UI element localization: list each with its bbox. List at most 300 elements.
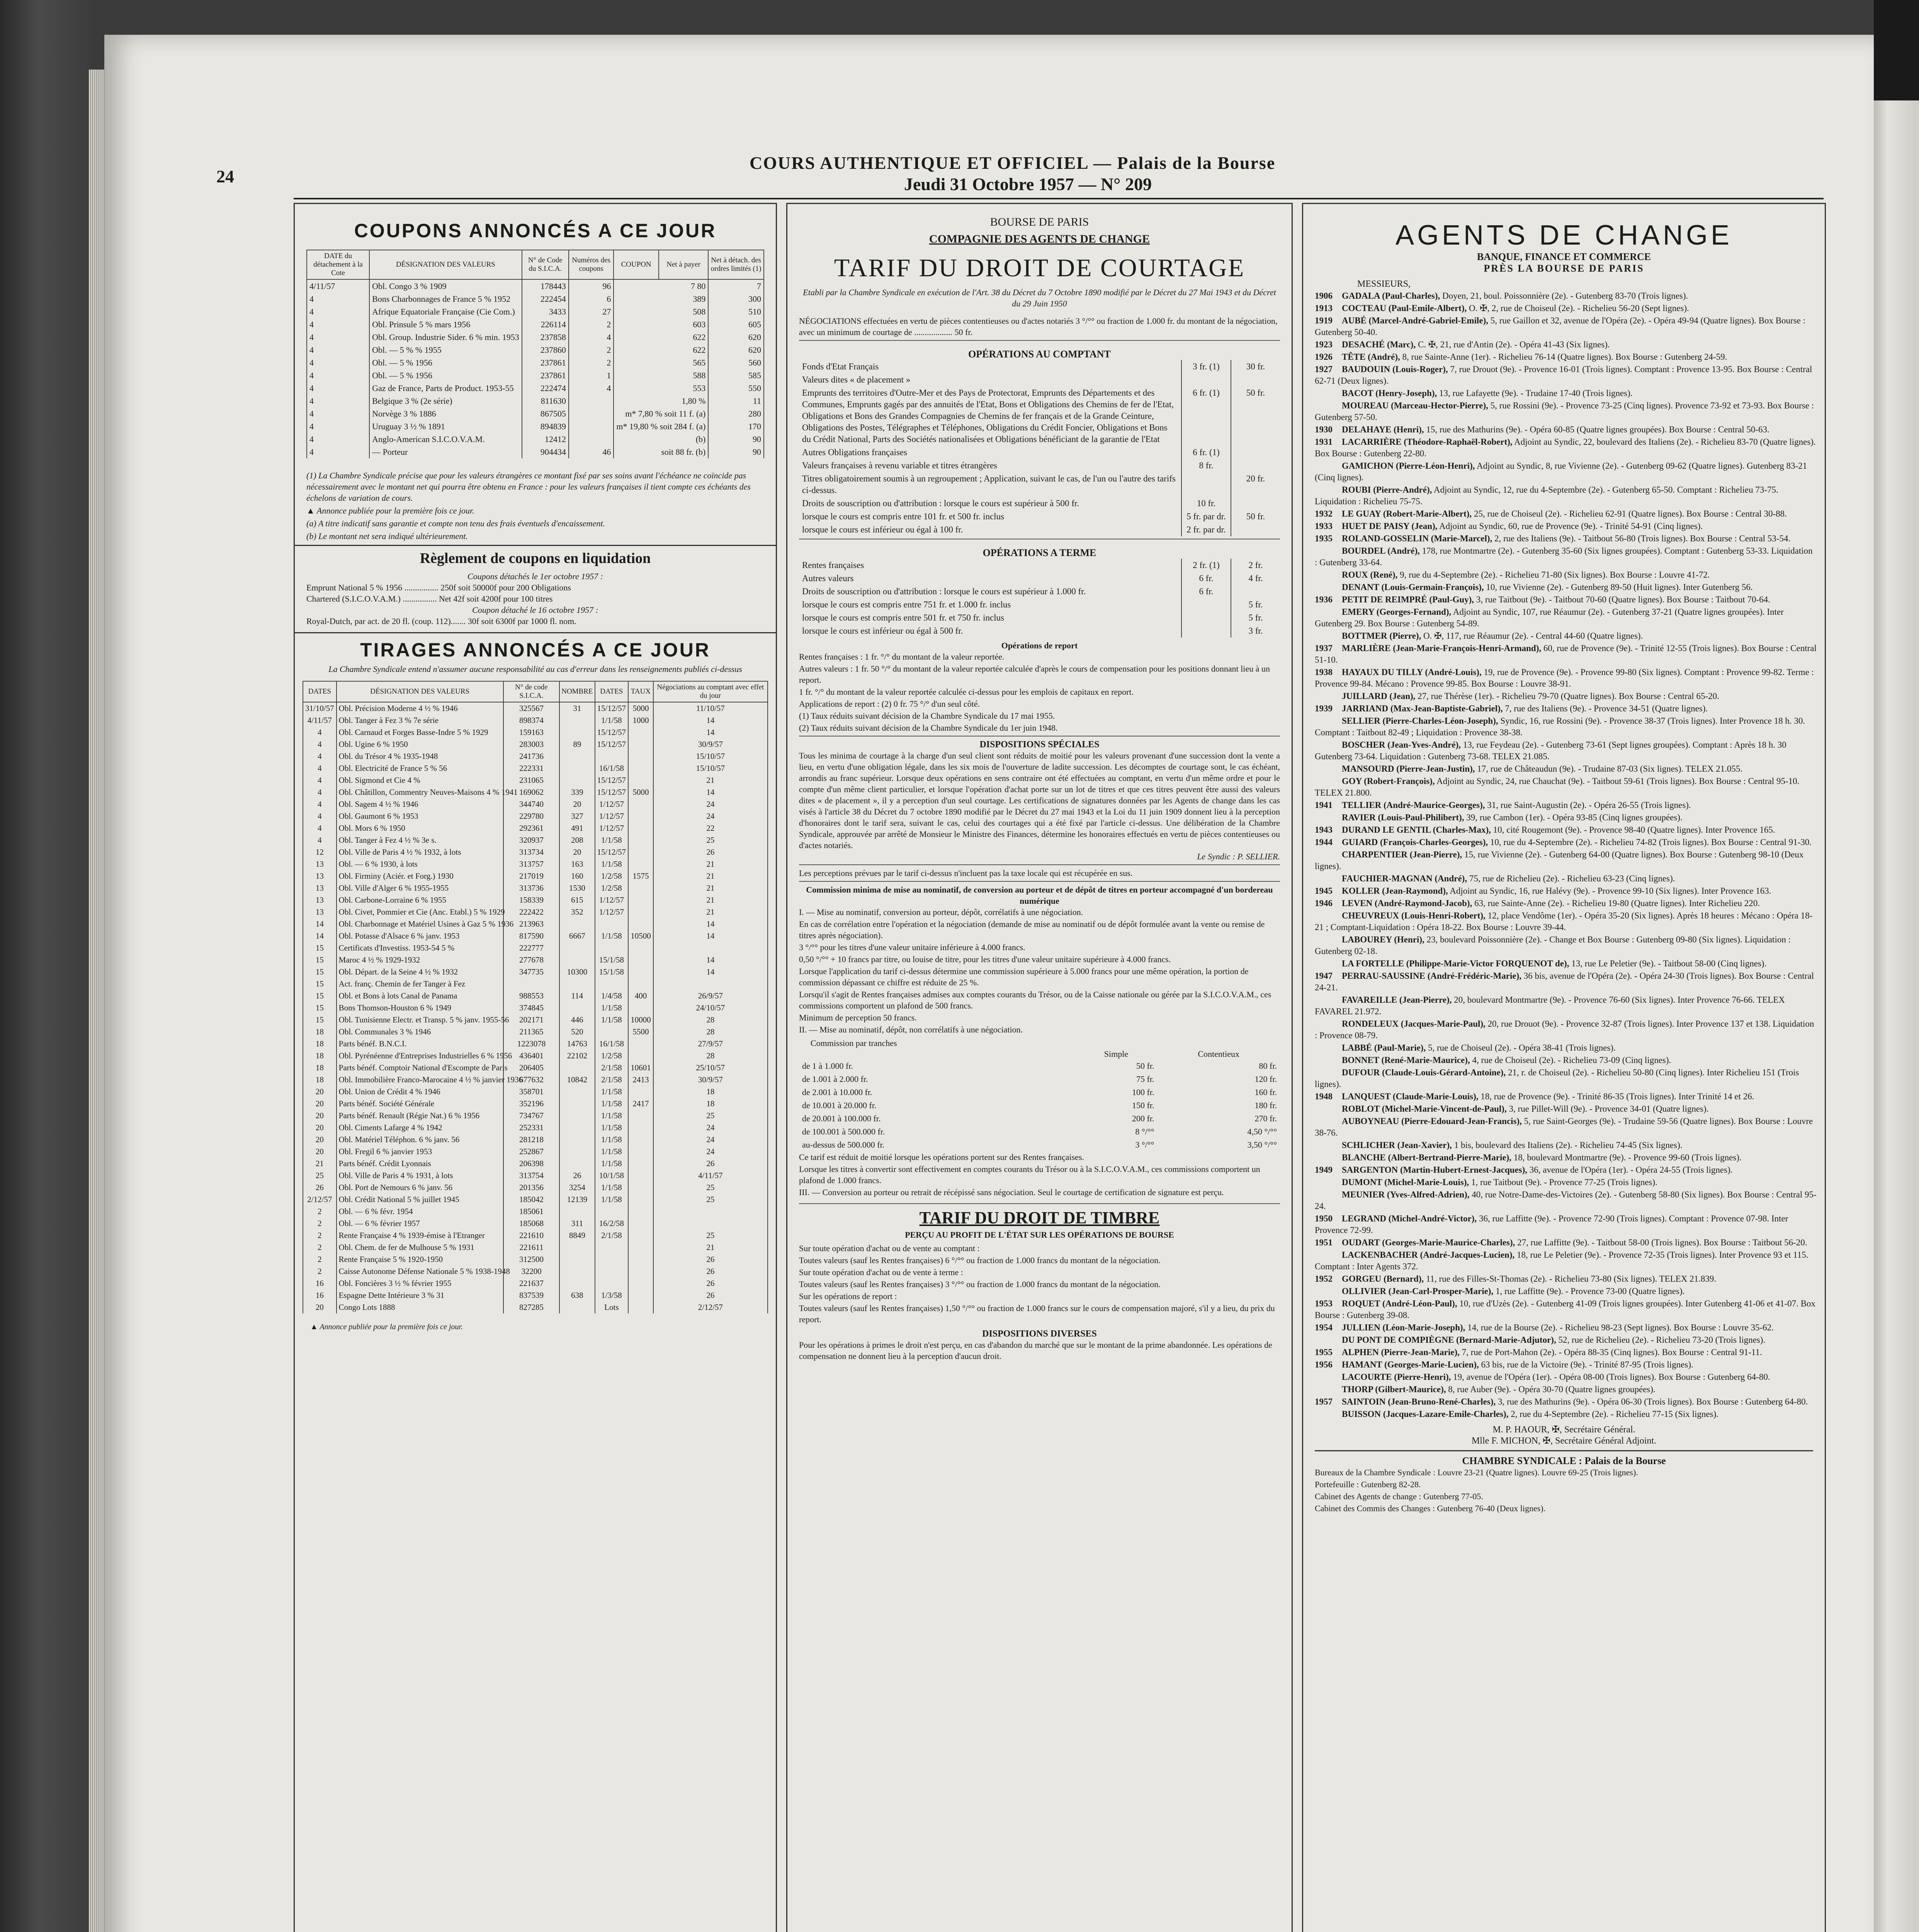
table-cell: 27/9/57 xyxy=(653,1038,768,1050)
table-cell: 520 xyxy=(559,1026,595,1038)
agent-name: LA FORTELLE (Philippe-Marie-Victor FORQUENOT de), xyxy=(1342,959,1569,968)
commission-cell: de 2.001 à 10.000 fr. xyxy=(802,1087,872,1097)
agent-address: 1 bis, boulevard des Italiens (2e). - Richelieu 74-45 (Six lignes). xyxy=(1454,1140,1683,1150)
table-cell: 16 xyxy=(303,1289,337,1301)
chambre-title: CHAMBRE SYNDICALE : Palais de la Bourse xyxy=(1462,1455,1666,1466)
tarif-cell: Autres valeurs xyxy=(802,573,854,583)
agent-entry xyxy=(1303,739,1825,762)
masthead-date: Jeudi 31 Octobre 1957 — N° 209 xyxy=(904,174,1152,194)
table-cell xyxy=(628,798,653,810)
table-cell: 8849 xyxy=(559,1230,595,1242)
agent-year: 1937 xyxy=(1315,643,1333,653)
table-cell: 277678 xyxy=(503,954,560,966)
table-row xyxy=(307,395,764,407)
table-cell: Obl. Fregil 6 % janvier 1953 xyxy=(337,1146,503,1158)
agent-year: 1927 xyxy=(1315,364,1333,374)
agent-address: 27, rue Thérèse (1er). - Richelieu 79-70 (Quatre lignes). Box Bourse : Central 65-20. xyxy=(1418,691,1719,701)
tarif-row xyxy=(799,386,1280,446)
commission-cell: 4,50 °/°° xyxy=(1247,1127,1277,1136)
tarif-cell: 3 fr. xyxy=(1231,624,1280,638)
table-cell: 1/12/57 xyxy=(595,906,629,918)
table-cell xyxy=(628,1206,653,1218)
table-cell: 281218 xyxy=(503,1134,560,1146)
tarif-cell: Droits de souscription ou d'attribution : lorsque le cours est supérieur à 1.000 fr. xyxy=(802,587,1086,596)
coupons-note: (1) La Chambre Syndicale précise que pour les valeurs étrangères ce montant fixé par ses soins avant l'échéance ne coïncide pas nécessairement avec le montant net qui pourra être obtenu en France : pour les valeurs françaises il tient compte ces échéants des échelons de variation de cours. xyxy=(306,471,751,503)
table-cell xyxy=(628,1002,653,1014)
commission-line: En cas de corrélation entre l'opération et la négociation (demande de mise au nominatif ou de dépôt formulée avant la vente ou remise de titres après négociation). xyxy=(799,919,1265,940)
agent-name: GORGEU (Bernard), xyxy=(1342,1274,1424,1284)
table-cell xyxy=(628,1289,653,1301)
table-cell xyxy=(595,1026,629,1038)
agent-address: 3, rue Taitbout (9e). - Taitbout 70-60 (Quatre lignes). Box Bourse : Taitbout 70-64. xyxy=(1476,595,1770,604)
commission-row xyxy=(799,1112,1280,1125)
tirages-header-cell: DATES xyxy=(303,681,337,702)
agent-year: 1941 xyxy=(1315,800,1333,810)
table-cell: Obl. Union de Crédit 4 % 1946 xyxy=(337,1086,503,1098)
table-row xyxy=(303,1038,768,1050)
table-cell: 21 xyxy=(653,858,768,870)
table-cell: 358701 xyxy=(503,1086,560,1098)
tarif-row xyxy=(799,624,1280,638)
commission-cell: de 1 à 1.000 fr. xyxy=(802,1061,853,1071)
tarif-row xyxy=(799,598,1280,611)
table-cell: 1/2/58 xyxy=(595,870,629,882)
table-cell: 10500 xyxy=(628,930,653,942)
table-cell: 25/10/57 xyxy=(653,1062,768,1074)
agent-address: 36 bis, avenue de l'Opéra (2e). - Opéra 24-30 (Trois lignes). Box Bourse : Central 24-21. xyxy=(1315,971,1814,992)
agent-entry xyxy=(1303,290,1825,302)
table-cell: 18 xyxy=(303,1062,337,1074)
table-cell: 21 xyxy=(653,894,768,906)
tarif-cell: 6 fr. (1) xyxy=(1181,446,1231,459)
table-cell: Obl. Charbonnage et Matériel Usines à Gaz 5 % 1936 xyxy=(337,918,503,930)
agent-address: 36, avenue de l'Opéra (1er). - Opéra 24-55 (Trois lignes). xyxy=(1529,1165,1733,1175)
table-row xyxy=(303,1110,768,1122)
table-cell: 1/12/57 xyxy=(595,810,629,822)
agent-name: ROUX (René), xyxy=(1342,570,1398,580)
commission-header xyxy=(799,1049,1057,1060)
table-cell: Obl. Matériel Téléphon. 6 % janv. 56 xyxy=(337,1134,503,1146)
report-line: Applications de report : (2) 0 fr. 75 °/° d'un seul côté. xyxy=(799,699,980,709)
tirages-header-cell: Négociations au comptant avec effet du jour xyxy=(653,681,768,702)
comptant-table xyxy=(799,360,1280,536)
table-cell: 206398 xyxy=(503,1158,560,1170)
table-cell: 2 xyxy=(303,1265,337,1277)
agent-year: 1931 xyxy=(1315,437,1333,447)
table-cell: 2/1/58 xyxy=(595,1062,629,1074)
tarif-cell: Droits de souscription ou d'attribution : lorsque le cours est supérieur à 500 fr. xyxy=(802,498,1079,508)
commission-note: Lorsque les titres à convertir sont effectivement en comptes courants du Trésor ou à la S.I.C.O.V.A.M., ces commissions comportent un plafond de 1.000 francs. xyxy=(799,1164,1260,1185)
table-row xyxy=(307,344,764,356)
table-cell: 26 xyxy=(653,1265,768,1277)
table-cell xyxy=(559,1301,595,1313)
table-cell: 30/9/57 xyxy=(653,1074,768,1086)
table-cell xyxy=(559,978,595,990)
agent-entry xyxy=(1303,606,1825,629)
table-cell: 13 xyxy=(303,882,337,894)
tarif-cell: 6 fr. xyxy=(1181,585,1231,598)
table-cell: 15 xyxy=(303,1002,337,1014)
table-cell: 25 xyxy=(653,1110,768,1122)
agent-name: TELLIER (André-Maurice-Georges), xyxy=(1342,800,1485,810)
commission-line: Lorsque l'application du tarif ci-dessus détermine une commission supérieure à 5.000 francs pour une même opération, la portion de commission dépassant ce chiffre est réduite de 25 %. xyxy=(799,966,1249,987)
tarif-row xyxy=(799,585,1280,598)
tarif-row xyxy=(799,360,1280,373)
table-cell: Obl. et Bons à lots Canal de Panama xyxy=(337,990,503,1002)
commission-line: 0,50 °/°° + 10 francs par titre, ou louise de titre, pour les titres d'une valeur unitaire supérieure à 4.000 francs. xyxy=(799,954,1171,964)
agent-name: SELLIER (Pierre-Charles-Léon-Joseph), xyxy=(1342,716,1498,726)
agent-address: 2, rue du 4-Septembre (2e). - Richelieu 77-15 (Six lignes). xyxy=(1511,1409,1718,1419)
commission-cell: 3,50 °/°° xyxy=(1247,1140,1277,1150)
table-cell: 1/1/58 xyxy=(595,1110,629,1122)
table-cell: 18 xyxy=(303,1038,337,1050)
agent-year: 1949 xyxy=(1315,1165,1333,1175)
table-cell xyxy=(595,978,629,990)
table-cell: 13 xyxy=(303,894,337,906)
agent-entry xyxy=(1303,1139,1825,1151)
table-row xyxy=(307,369,764,382)
courtage-subtitle: Etabli par la Chambre Syndicale en exécution de l'Art. 38 du Décret du 7 Octobre 1890 modifié par le Décret du 27 Mai 1943 et du Décret du 29 Juin 1950 xyxy=(803,287,1276,308)
table-row xyxy=(303,1098,768,1110)
table-cell: 1/1/58 xyxy=(595,1182,629,1194)
agent-year: 1933 xyxy=(1315,521,1333,531)
table-cell: 312500 xyxy=(503,1253,560,1265)
agent-entry xyxy=(1303,958,1825,969)
tarif-cell: 2 fr. (1) xyxy=(1181,559,1231,572)
table-cell: 178443 xyxy=(522,279,569,293)
agent-address: 178, rue Montmartre (2e). - Gutenberg 35-60 (Six lignes groupées). Comptant : Gutenberg 53-33. Liquidation : Gutenberg 33-64. xyxy=(1315,546,1813,567)
table-cell: Obl. Chem. de fer de Mulhouse 5 % 1931 xyxy=(337,1242,503,1253)
table-cell: 213963 xyxy=(503,918,560,930)
table-cell: 170 xyxy=(708,420,764,433)
table-row xyxy=(303,1182,768,1194)
agent-address: 5, rue Saint-Georges (9e). - Trudaine 59-56 (Quatre lignes). Box Bourse : Louvre 38-76. xyxy=(1315,1116,1813,1138)
table-cell: 4 xyxy=(307,305,369,318)
agent-entry xyxy=(1303,1334,1825,1346)
table-cell: 4/11/57 xyxy=(303,714,337,726)
coupons-header-cell: COUPON xyxy=(614,250,658,279)
agent-address: 18, boulevard Montmartre (9e). - Provence 99-60 (Trois lignes). xyxy=(1513,1153,1742,1162)
tarif-cell: lorsque le cours est inférieur ou égal à 100 fr. xyxy=(802,525,963,534)
table-cell: 6667 xyxy=(559,930,595,942)
agent-entry xyxy=(1303,630,1825,642)
table-cell: 22 xyxy=(653,822,768,834)
table-row xyxy=(303,1301,768,1313)
table-cell: Obl. Ville de Paris 4 ½ % 1932, à lots xyxy=(337,846,503,858)
table-cell: 374845 xyxy=(503,1002,560,1014)
table-cell: Obl. Tunisienne Electr. et Transp. 5 % janv. 1955-56 xyxy=(337,1014,503,1026)
table-cell xyxy=(628,1122,653,1134)
table-row xyxy=(307,305,764,318)
agent-entry xyxy=(1303,1408,1825,1420)
table-row xyxy=(303,726,768,738)
agent-address: Syndic, 16, rue Rossini (9e). - Provence 38-37 (Trois lignes). Inter Provence 18 h. 30. Comptant : Taitbout 82-49 ; Liquidation : Provence 38-38. xyxy=(1315,716,1805,737)
table-cell: 16/2/58 xyxy=(595,1218,629,1230)
table-cell: 837539 xyxy=(503,1289,560,1301)
tarif-cell: Valeurs françaises à revenu variable et titres étrangères xyxy=(802,461,998,470)
table-cell: 1,80 % xyxy=(614,395,708,407)
chambre-line: Cabinet des Commis des Changes : Gutenberg 76-40 (Deux lignes). xyxy=(1315,1503,1546,1513)
table-cell xyxy=(595,1206,629,1218)
table-cell: 4 xyxy=(307,446,369,458)
coupons-note: ▲ Annonce publiée pour la première fois ce jour. xyxy=(306,506,474,515)
commission-cell: 180 fr. xyxy=(1254,1100,1277,1110)
table-cell: 2 xyxy=(569,318,614,331)
agent-address: Adjoint au Syndic, 16, rue Halévy (9e). - Provence 99-10 (Six lignes). Inter Provence 163. xyxy=(1450,886,1771,896)
table-cell: 553 xyxy=(614,382,708,395)
commission-row xyxy=(799,1060,1280,1073)
agent-name: LEVEN (André-Raymond-Jacob), xyxy=(1342,898,1472,908)
table-cell: 226114 xyxy=(522,318,569,331)
table-cell: 12139 xyxy=(559,1194,595,1206)
table-row xyxy=(303,1242,768,1253)
table-cell: 163 xyxy=(559,858,595,870)
table-cell: Obl. Congo 3 % 1909 xyxy=(369,279,522,293)
tarif-cell xyxy=(1181,611,1231,624)
agent-year: 1948 xyxy=(1315,1092,1333,1101)
agent-entry xyxy=(1303,533,1825,544)
table-cell: 622 xyxy=(614,331,708,344)
table-cell: 2/12/57 xyxy=(303,1194,337,1206)
book-binding xyxy=(0,0,97,1932)
agent-address: 17, rue de Châteaudun (9e). - Trudaine 87-03 (Six lignes). TELEX 21.055. xyxy=(1477,764,1743,774)
company-label: COMPAGNIE DES AGENTS DE CHANGE xyxy=(929,233,1150,245)
table-cell: 237860 xyxy=(522,344,569,356)
table-row xyxy=(307,293,764,305)
agent-entry xyxy=(1303,582,1825,593)
agent-year: 1945 xyxy=(1315,886,1333,896)
agent-name: ROLAND-GOSSELIN (Marie-Marcel), xyxy=(1342,534,1492,543)
table-cell: Obl. Port de Nemours 6 % janv. 56 xyxy=(337,1182,503,1194)
tirages-header-cell: DATES xyxy=(595,681,629,702)
table-cell: Obl. — 5 % 1956 xyxy=(369,356,522,369)
agent-name: AUBÉ (Marcel-André-Gabriel-Emile), xyxy=(1342,316,1488,325)
agent-address: 20, rue Drouot (9e). - Provence 32-87 (Trois lignes). Inter Provence 137 et 138. Liquidation : Provence 08-79. xyxy=(1315,1019,1814,1040)
agents-list xyxy=(1303,290,1825,1420)
table-row xyxy=(303,1206,768,1218)
table-cell: 20 xyxy=(303,1134,337,1146)
commission-header: Contentieux xyxy=(1198,1049,1239,1059)
table-cell: 2417 xyxy=(628,1098,653,1110)
tarif-cell: 4 fr. xyxy=(1231,572,1280,585)
agent-year: 1906 xyxy=(1315,291,1333,301)
agent-name: ALPHEN (Pierre-Jean-Marie), xyxy=(1342,1347,1460,1357)
report-line: Rentes françaises : 1 fr. °/° du montant de la valeur reportée. xyxy=(799,652,1005,662)
agent-entry xyxy=(1303,594,1825,605)
agent-address: 8, rue Auber (9e). - Opéra 30-70 (Quatre lignes groupées). xyxy=(1448,1384,1656,1394)
table-row xyxy=(303,810,768,822)
agent-name: RAVIER (Louis-Paul-Philibert), xyxy=(1342,813,1464,822)
table-cell: 14 xyxy=(653,786,768,798)
agent-address: 52, rue de Richelieu (2e). - Richelieu 73-20 (Trois lignes). xyxy=(1558,1335,1766,1345)
agent-address: 20, boulevard Montmartre (9e). - Provence 76-60 (Six lignes). Inter Provence 76-66. TELEX FAVAREL 21.972. xyxy=(1315,995,1785,1016)
reglement-line: Royal-Dutch, par act. de 20 fl. (coup. 112)....... 30f soit 6300f par 1000 fl. nom. xyxy=(306,616,576,626)
agent-name: OUDART (Georges-Marie-Maurice-Charles), xyxy=(1342,1238,1515,1247)
agent-entry xyxy=(1303,970,1825,993)
commission-line: 3 °/°° pour les titres d'une valeur unitaire inférieure à 4.000 francs. xyxy=(799,942,1025,952)
agent-year: 1944 xyxy=(1315,837,1333,847)
agent-address: 7, rue de Port-Mahon (2e). - Opéra 88-35 (Cinq lignes). Box Bourse : Central 91-11. xyxy=(1462,1347,1762,1357)
table-cell: 352196 xyxy=(503,1098,560,1110)
table-cell: Obl. Sigmond et Cie 4 % xyxy=(337,774,503,786)
agent-address: 5, rue de Choiseul (2e). - Opéra 38-41 (Trois lignes). xyxy=(1428,1043,1616,1053)
table-row xyxy=(307,433,764,446)
table-cell xyxy=(628,1134,653,1146)
agent-year: 1930 xyxy=(1315,425,1333,434)
table-cell: 4 xyxy=(303,810,337,822)
tarif-cell xyxy=(1231,373,1280,386)
agent-name: LEGRAND (Michel-André-Victor), xyxy=(1342,1214,1477,1223)
commission-row xyxy=(799,1099,1280,1112)
coupons-note: (b) Le montant net sera indiqué ultérieurement. xyxy=(306,531,468,541)
reglement-line: Coupons détachés le 1er octobre 1957 : xyxy=(467,571,603,581)
table-cell: 27 xyxy=(569,305,614,318)
agent-address: 23, boulevard Poissonnière (2e). - Change et Box Bourse : Gutenberg 09-80 (Six lignes). Liquidation : Gutenberg 02-18. xyxy=(1315,935,1791,956)
table-cell: 2 xyxy=(303,1242,337,1253)
table-cell: 18 xyxy=(303,1074,337,1086)
table-cell: 1/12/57 xyxy=(595,798,629,810)
reglement-line: Coupon détaché le 16 octobre 1957 : xyxy=(472,605,598,615)
agent-entry xyxy=(1303,424,1825,435)
table-cell: Obl. Carnaud et Forges Basse-Indre 5 % 1929 xyxy=(337,726,503,738)
table-cell: 15 xyxy=(303,990,337,1002)
agent-address: 12, place Vendôme (1er). - Opéra 35-20 (Six lignes). Après 18 heures : Mécano : Opéra 18-21 ; Comptant-Liquidation : Opéra 18-22. Box Bourse : Louvre 39-44. xyxy=(1315,911,1813,932)
agent-name: ROQUET (André-Léon-Paul), xyxy=(1342,1299,1457,1308)
table-cell: Parts bénéf. Société Générale xyxy=(337,1098,503,1110)
agent-entry xyxy=(1303,1286,1825,1297)
table-cell: 4 xyxy=(307,344,369,356)
table-row xyxy=(303,762,768,774)
table-row xyxy=(303,918,768,930)
agent-entry xyxy=(1303,1067,1825,1090)
table-cell: 988553 xyxy=(503,990,560,1002)
table-cell: Obl. Sagem 4 ½ % 1946 xyxy=(337,798,503,810)
commission-cell: 50 fr. xyxy=(1136,1061,1154,1071)
table-cell: 13 xyxy=(303,906,337,918)
table-cell: 237858 xyxy=(522,331,569,344)
table-cell: 221637 xyxy=(503,1277,560,1289)
agent-entry xyxy=(1303,910,1825,933)
table-cell xyxy=(628,834,653,846)
table-cell: 24 xyxy=(653,798,768,810)
table-cell xyxy=(628,774,653,786)
table-cell: 14 xyxy=(653,954,768,966)
agent-year: 1919 xyxy=(1315,316,1333,325)
table-cell: 18 xyxy=(303,1050,337,1062)
tarif-cell xyxy=(1231,497,1280,510)
table-cell: 5000 xyxy=(628,702,653,714)
agent-name: CHEUVREUX (Louis-Henri-Robert), xyxy=(1342,911,1486,920)
table-cell: Obl. Firminy (Aciér. et Forg.) 1930 xyxy=(337,870,503,882)
coupons-header-cell: N° de Code du S.I.C.A. xyxy=(522,250,569,279)
table-cell: Gaz de France, Parts de Product. 1953-55 xyxy=(369,382,522,395)
table-cell: 30/9/57 xyxy=(653,738,768,750)
agent-entry xyxy=(1303,436,1825,459)
table-cell: 15/12/57 xyxy=(595,786,629,798)
table-cell: 300 xyxy=(708,293,764,305)
agent-address: 63, rue Sainte-Anne (2e). - Richelieu 19-80 (Quatre lignes). Inter Richelieu 220. xyxy=(1474,898,1760,908)
table-cell xyxy=(653,1206,768,1218)
table-cell: 898374 xyxy=(503,714,560,726)
tirages-header-cell: N° de code S.I.C.A. xyxy=(503,681,560,702)
table-row xyxy=(303,858,768,870)
agent-address: 31, rue Saint-Augustin (2e). - Opéra 26-55 (Trois lignes). xyxy=(1487,800,1691,810)
agent-name: LACOURTE (Pierre-Henri), xyxy=(1342,1372,1451,1382)
table-cell xyxy=(653,942,768,954)
commission-cell: de 1.001 à 2.000 fr. xyxy=(802,1074,868,1084)
table-cell: 32200 xyxy=(503,1265,560,1277)
table-cell: Obl. Prinsule 5 % mars 1956 xyxy=(369,318,522,331)
table-cell xyxy=(559,1122,595,1134)
table-cell: 817590 xyxy=(503,930,560,942)
table-cell: 1/1/58 xyxy=(595,834,629,846)
table-cell xyxy=(628,846,653,858)
table-row xyxy=(303,738,768,750)
table-cell: 96 xyxy=(569,279,614,293)
agent-name: RONDELEUX (Jacques-Marie-Paul), xyxy=(1342,1019,1486,1029)
agent-name: GADALA (Paul-Charles), xyxy=(1342,291,1440,301)
table-cell: 14 xyxy=(653,918,768,930)
table-cell: 160 xyxy=(559,870,595,882)
table-cell: Obl. Crédit National 5 % juillet 1945 xyxy=(337,1194,503,1206)
tarif-cell: 6 fr. (1) xyxy=(1181,386,1231,446)
table-cell: 4 xyxy=(303,774,337,786)
table-row xyxy=(303,966,768,978)
agent-year: 1913 xyxy=(1315,303,1333,313)
tarif-cell: Titres obligatoirement soumis à un regroupement ; Application, suivant le cas, de l'un ou l'autre des tarifs ci-dessus. xyxy=(802,474,1176,495)
masthead-title: COURS AUTHENTIQUE ET OFFICIEL — Palais de la Bourse xyxy=(750,153,1276,173)
table-cell: 1/1/58 xyxy=(595,1158,629,1170)
table-cell xyxy=(628,1277,653,1289)
table-cell: 2/1/58 xyxy=(595,1074,629,1086)
table-cell: 6 xyxy=(569,293,614,305)
table-cell: 14 xyxy=(653,930,768,942)
tarif-row xyxy=(799,572,1280,585)
table-cell: 11 xyxy=(708,395,764,407)
table-cell: 7 80 xyxy=(614,279,708,293)
agent-name: MOUREAU (Marceau-Hector-Pierre), xyxy=(1342,401,1488,410)
agent-entry xyxy=(1303,824,1825,836)
coupons-header-cell: Numéros des coupons xyxy=(569,250,614,279)
table-row xyxy=(303,942,768,954)
table-cell: 18 xyxy=(653,1086,768,1098)
table-cell: 20 xyxy=(303,1146,337,1158)
table-row xyxy=(303,1230,768,1242)
agent-name: KOLLER (Jean-Raymond), xyxy=(1342,886,1448,896)
table-cell xyxy=(628,1230,653,1242)
tarif-cell: 2 fr. par dr. xyxy=(1181,523,1231,536)
table-cell: 28 xyxy=(653,1014,768,1026)
agent-year: 1952 xyxy=(1315,1274,1333,1284)
tarif-cell: 20 fr. xyxy=(1231,472,1280,497)
agent-address: 7, rue des Italiens (9e). - Provence 34-51 (Quatre lignes). xyxy=(1505,704,1708,713)
table-cell: 1223078 xyxy=(503,1038,560,1050)
table-cell: 12412 xyxy=(522,433,569,446)
commission-after xyxy=(787,1151,1292,1198)
agent-entry xyxy=(1303,1396,1825,1408)
agent-name: FAUCHIER-MAGNAN (André), xyxy=(1342,874,1467,883)
table-cell xyxy=(559,942,595,954)
agent-address: 11, rue des Filles-St-Thomas (2e). - Richelieu 73-80 (Six lignes). TELEX 21.839. xyxy=(1426,1274,1717,1284)
table-cell: 26 xyxy=(559,1170,595,1182)
table-cell: Obl. — 5 % 1956 xyxy=(369,369,522,382)
tarif-row xyxy=(799,373,1280,386)
agent-entry xyxy=(1303,898,1825,909)
table-row xyxy=(303,1146,768,1158)
table-cell: 4 xyxy=(569,382,614,395)
commission-lines xyxy=(787,906,1292,1035)
table-cell: 1/2/58 xyxy=(595,882,629,894)
